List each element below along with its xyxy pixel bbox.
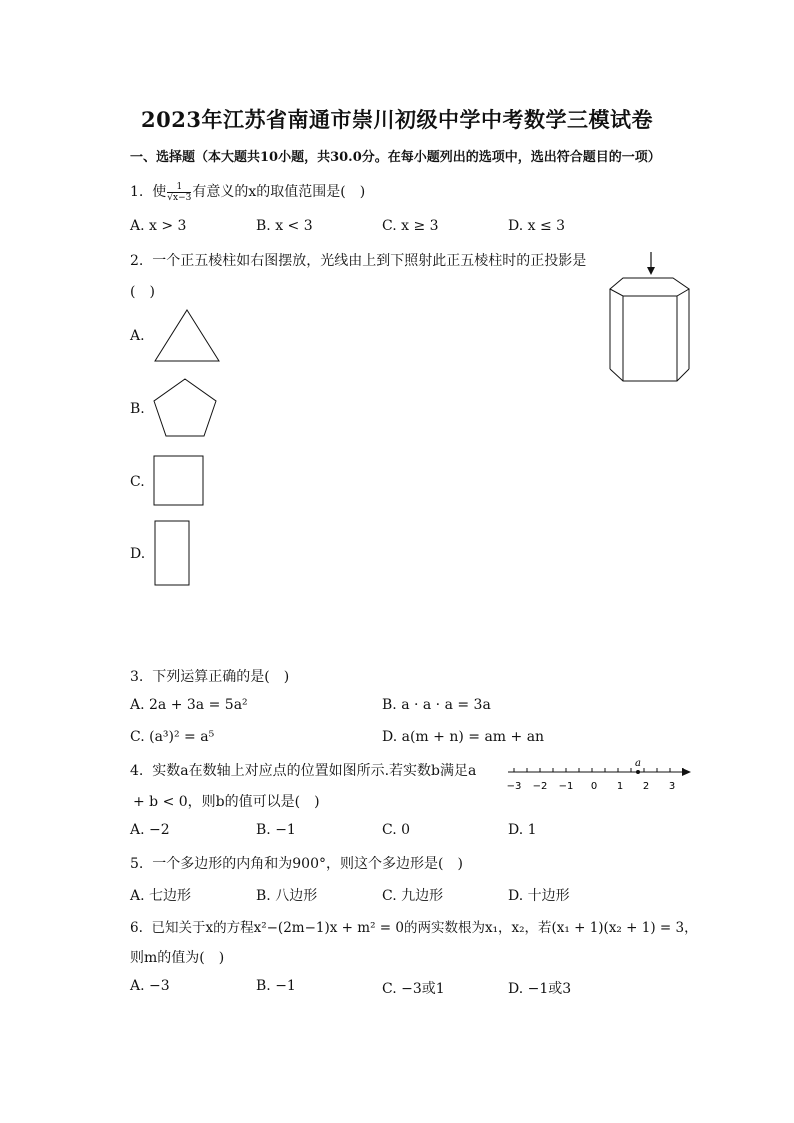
tick-label-neg2: −2: [532, 781, 548, 792]
tick-label-1: 1: [616, 781, 624, 792]
pentagon-option-figure: [152, 377, 218, 439]
q2-number: 2.: [130, 253, 144, 269]
q5-option-b: B. 八边形: [256, 888, 318, 904]
tick-label-neg3: −3: [506, 781, 522, 792]
q3-option-c: C. (a³)² = a⁵: [130, 729, 215, 745]
q4-option-b: B. −1: [256, 822, 296, 838]
q5-option-c: C. 九边形: [382, 888, 444, 904]
q5-option-a: A. 七边形: [130, 888, 192, 904]
q6-option-d: D. −1或3: [508, 981, 572, 997]
q4-text-cont: + b < 0，则b的值可以是( ): [133, 794, 320, 810]
q1-option-c: C. x ≥ 3: [382, 218, 439, 234]
q5-number: 5.: [130, 856, 144, 872]
tick-label-neg1: −1: [558, 781, 574, 792]
point-a-label: a: [635, 758, 641, 769]
q5-text: 一个多边形的内角和为900°，则这个多边形是( ): [152, 856, 463, 872]
q6-text-cont: 则m的值为( ): [130, 950, 225, 966]
q3-option-d: D. a(m + n) = am + an: [382, 729, 545, 745]
square-option-figure: [153, 455, 207, 507]
rectangle-option-figure: [154, 520, 192, 588]
q4-option-d: D. 1: [508, 822, 537, 838]
number-line-figure: [500, 756, 700, 796]
q1-post: 有意义的x的取值范围是( ): [192, 184, 366, 200]
q1-frac-num: 1: [167, 182, 191, 193]
question-5: [130, 853, 463, 873]
q1-fraction: [167, 182, 191, 203]
q1-option-b: B. x < 3: [256, 218, 313, 234]
question-6: [130, 916, 698, 936]
q1-frac-den: √x−3: [167, 192, 192, 203]
q6-option-c: C. −3或1: [382, 981, 445, 997]
triangle-option-figure: [152, 308, 222, 364]
q4-option-c: C. 0: [382, 822, 411, 838]
q6-number: 6.: [130, 920, 143, 936]
q2-label-d: D.: [130, 546, 146, 562]
point-a-marker: [636, 770, 640, 774]
section-heading: 一、选择题（本大题共10小题，共30.0分。在每小题列出的选项中，选出符合题目的一项）: [130, 150, 661, 165]
q6-option-a: A. −3: [130, 978, 170, 994]
q2-text: 一个正五棱柱如右图摆放，光线由上到下照射此正五棱柱时的正投影是: [152, 253, 587, 269]
q4-text: 实数a在数轴上对应点的位置如图所示.若实数b满足a: [152, 763, 477, 779]
q3-option-a: A. 2a + 3a = 5a²: [130, 697, 248, 713]
question-2: [130, 250, 586, 270]
page-title: 2023年江苏省南通市崇川初级中学中考数学三模试卷: [141, 107, 653, 132]
pentagonal-prism-figure: [600, 248, 700, 388]
q3-text: 下列运算正确的是( ): [152, 669, 290, 685]
q2-label-b: B.: [130, 401, 145, 417]
q1-number: 1.: [130, 184, 144, 200]
q4-option-a: A. −2: [130, 822, 170, 838]
tick-label-2: 2: [642, 781, 650, 792]
q4-number: 4.: [130, 763, 144, 779]
q1-option-a: A. x > 3: [130, 218, 187, 234]
question-1: [130, 181, 365, 203]
q5-option-d: D. 十边形: [508, 888, 570, 904]
q2-text-cont: ( ): [130, 284, 155, 300]
q1-option-d: D. x ≤ 3: [508, 218, 566, 234]
tick-label-0: 0: [590, 781, 598, 792]
q2-label-a: A.: [130, 328, 145, 344]
q6-option-b: B. −1: [256, 978, 296, 994]
question-3: [130, 666, 289, 686]
q2-label-c: C.: [130, 474, 145, 490]
q3-number: 3.: [130, 669, 144, 685]
q1-pre: 使: [152, 184, 167, 200]
q3-option-b: B. a · a · a = 3a: [382, 697, 491, 713]
question-4: [130, 760, 476, 780]
q6-text: 已知关于x的方程x²−(2m−1)x + m² = 0的两实数根为x₁，x₂，若(x₁ + 1)(x₂ + 1) = 3，: [151, 920, 698, 936]
tick-label-3: 3: [668, 781, 676, 792]
